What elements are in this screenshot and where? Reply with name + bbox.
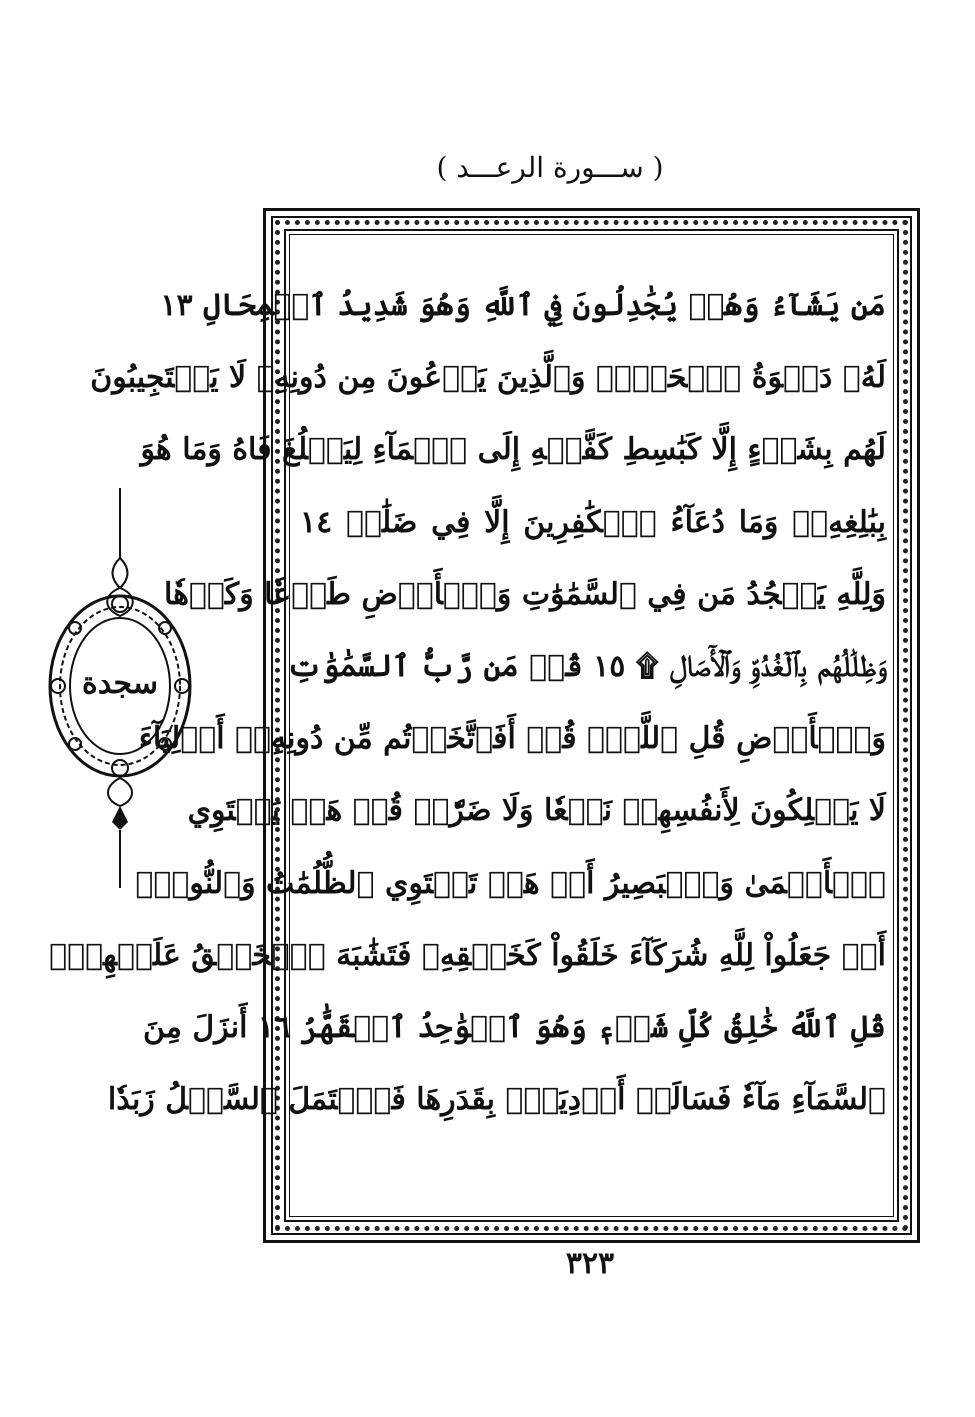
surah-title: ( ســـورة الرعـــد )	[436, 151, 664, 184]
verse-line: قُلِ ٱللَّهُ خَٰلِقُ كُلِّ شَيۡءٖ وَهُوَ ٱلۡوَٰحِدُ ٱلۡقَهَّٰرُ ١٦ أَنزَلَ مِنَ	[143, 1009, 886, 1045]
verse-line: ٱلسَّمَآءِ مَآءٗ فَسَالَتۡ أَوۡدِيَةُۢ بِقَدَرِهَا فَٱحۡتَمَلَ ٱلسَّيۡلُ زَبَدٗا	[107, 1082, 886, 1118]
verse-line: لَا يَمۡلِكُونَ لِأَنفُسِهِمۡ نَفۡعٗا وَلَا ضَرّٗاۚ قُلۡ هَلۡ يَسۡتَوِي	[187, 793, 886, 829]
sajda-label: سجدة	[82, 666, 158, 701]
verse-line: وَٱلۡأَرۡضِ قُلِ ٱللَّهُۚ قُلۡ أَفَٱتَّخَذۡتُم مِّن دُونِهِۦٓ أَوۡلِيَآءَ	[138, 721, 886, 757]
verse-line: مَن يَشَآءُ وَهُمۡ يُجَٰدِلُونَ فِي ٱللَّهِ وَهُوَ شَدِيدُ ٱلۡمِحَالِ ١٣	[160, 288, 886, 323]
verse-line: وَظِلَٰلُهُم بِٱلۡغُدُوِّ وَٱلۡأٓصَالِ ۩ ١٥ قُلۡ مَن رَّبُّ ٱلسَّمَٰوَٰتِ	[286, 648, 886, 684]
verse-line: ٱلۡأَعۡمَىٰ وَٱلۡبَصِيرُ أَمۡ هَلۡ تَسۡتَوِي ٱلظُّلُمَٰتُ وَٱلنُّورُۗ	[135, 865, 886, 901]
verse-line: بِبَٰلِغِهِۦۚ وَمَا دُعَآءُ ٱلۡكَٰفِرِينَ إِلَّا فِي ضَلَٰلٖ ١٤	[300, 504, 886, 540]
verse-line: أَمۡ جَعَلُواْ لِلَّهِ شُرَكَآءَ خَلَقُواْ كَخَلۡقِهِۦ فَتَشَٰبَهَ ٱلۡخَلۡقُ عَلَيۡهِمۡۚ	[49, 937, 886, 973]
verse-line: لَهُۥ دَعۡوَةُ ٱلۡحَقِّۚ وَٱلَّذِينَ يَدۡعُونَ مِن دُونِهِۦ لَا يَسۡتَجِيبُونَ	[90, 360, 886, 396]
page-number: ٣٢٣	[565, 1246, 615, 1281]
verse-line: لَهُم بِشَيۡءٍ إِلَّا كَبَٰسِطِ كَفَّيۡهِ إِلَى ٱلۡمَآءِ لِيَبۡلُغَ فَاهُ وَمَا هُوَ	[140, 432, 886, 468]
verse-line: وَلِلَّهِ يَسۡجُدُ مَن فِي ٱلسَّمَٰوَٰتِ وَٱلۡأَرۡضِ طَوۡعٗا وَكَرۡهٗا	[163, 576, 886, 612]
